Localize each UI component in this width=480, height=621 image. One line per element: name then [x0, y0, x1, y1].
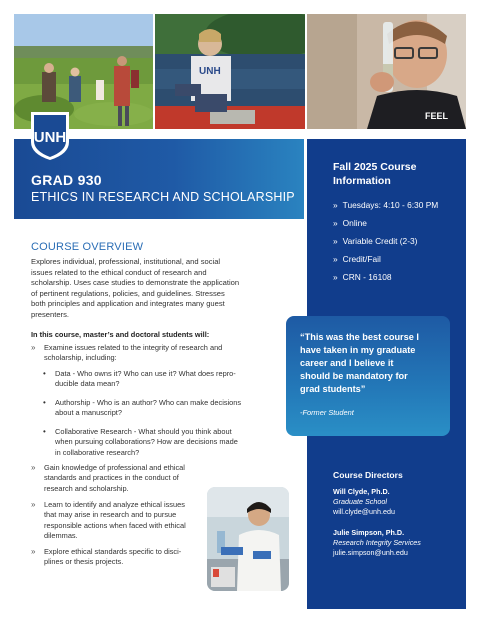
info-item-text: Tuesdays: 4:10 - 6:30 PM	[342, 200, 439, 210]
sub-bullet-line: ducible data mean?	[55, 379, 120, 389]
bullet-line: that may arise in research and to pursue	[44, 510, 177, 520]
sub-bullet-marker: •	[43, 369, 46, 378]
students-will-heading: In this course, master’s and doctoral students will:	[31, 330, 210, 339]
sub-bullet-line: in collaborative research?	[55, 447, 140, 457]
sub-bullet-line: Data - Who owns it? Who can use it? What does repro-	[55, 369, 236, 378]
overview-line: of pertinent regulations, policies, and guidelines. Stresses	[31, 288, 225, 298]
svg-text:UNH: UNH	[199, 66, 221, 77]
testimonial-quote	[300, 331, 440, 396]
bullet-line: dilemmas.	[44, 531, 78, 541]
bullet-item	[31, 500, 214, 542]
course-info-heading	[333, 160, 458, 188]
overview-line: both principles and application and integrates many guest	[31, 299, 225, 309]
unh-logo	[31, 112, 69, 160]
info-item-schedule	[333, 200, 438, 210]
bullet-line: Gain knowledge of professional and ethical	[44, 463, 185, 472]
director-role: Graduate School	[333, 497, 387, 506]
director-email-link[interactable]: julie.simpson@unh.edu	[333, 548, 408, 557]
bullet-line: research and scholarship.	[44, 483, 129, 493]
quote-line: grad students”	[300, 384, 366, 394]
overview-line: presenters.	[31, 309, 69, 319]
lab-sample-photo	[307, 14, 466, 129]
bullet-line: responsible actions when faced with ethical	[44, 520, 186, 530]
course-code: GRAD 930	[31, 172, 102, 188]
info-item-text: Online	[342, 218, 367, 228]
bullet-line: plines or thesis projects.	[44, 557, 124, 567]
overview-line: scholarship. Uses case studies to demonstrate the application	[31, 278, 240, 288]
course-overview-text	[31, 257, 271, 321]
quote-line: “This was the best course I	[300, 332, 419, 342]
sub-bullet-marker: •	[43, 427, 46, 436]
bullet-line: standards and practices in the conduct of	[44, 473, 179, 483]
bullet-item	[31, 547, 214, 568]
overview-line: issues related to the ethical conduct of research and	[31, 267, 207, 277]
bullet-line: Examine issues related to the integrity of research and	[44, 343, 223, 352]
course-directors-heading: Course Directors	[333, 470, 403, 480]
quote-line: career and I believe it	[300, 358, 394, 368]
sub-bullet-line: when pursuing collaborations? How are decisions made	[55, 437, 238, 447]
bullet-line: scholarship, including:	[44, 353, 117, 363]
quote-line: should be mandatory for	[300, 371, 408, 381]
course-info-heading-line: Fall 2025 Course	[333, 161, 417, 173]
unh-logo-text: UNH	[33, 129, 67, 146]
lake-research-photo	[155, 14, 305, 129]
info-item-format	[333, 218, 367, 228]
director-email-link[interactable]: will.clyde@unh.edu	[333, 507, 396, 516]
director-role: Research Integrity Services	[333, 538, 421, 547]
quote-line: have taken in my graduate	[300, 345, 416, 355]
bullet-marker: »	[31, 547, 36, 556]
sub-bullet-line: Authorship - Who is an author? Who can make decisions	[55, 398, 242, 407]
info-item-text: CRN - 16108	[342, 272, 392, 282]
bullet-line: Learn to identify and analyze ethical issues	[44, 500, 185, 509]
bullet-marker: »	[31, 500, 36, 509]
course-title: ETHICS IN RESEARCH AND SCHOLARSHIP	[31, 190, 295, 204]
sub-bullet-marker: •	[43, 398, 46, 407]
bullet-line: Explore ethical standards specific to disci-	[44, 547, 182, 556]
course-overview-heading: COURSE OVERVIEW	[31, 241, 144, 253]
course-info-heading-line: Information	[333, 175, 391, 187]
info-item-credit	[333, 236, 417, 246]
sub-bullet-line: about a manuscript?	[55, 408, 122, 418]
sub-bullet-line: Collaborative Research - What should you think about	[55, 427, 232, 436]
bullet-marker: »	[333, 200, 338, 210]
sub-bullet-item	[43, 369, 270, 390]
bullet-marker: »	[31, 343, 36, 352]
lab-student-photo	[207, 487, 289, 591]
info-item-text: Credit/Fail	[342, 254, 381, 264]
testimonial-author: -Former Student	[300, 408, 354, 417]
sub-bullet-item	[43, 398, 270, 419]
bullet-marker: »	[333, 272, 338, 282]
bullet-marker: »	[333, 218, 338, 228]
bullet-marker: »	[333, 236, 338, 246]
info-item-grading	[333, 254, 381, 264]
overview-line: Explores individual, professional, institutional, and social	[31, 257, 221, 266]
director-name: Will Clyde, Ph.D.	[333, 487, 390, 496]
svg-text:FEEL: FEEL	[425, 111, 449, 121]
info-item-text: Variable Credit (2-3)	[342, 236, 418, 246]
info-item-crn	[333, 272, 392, 282]
sub-bullet-item	[43, 427, 270, 458]
bullet-marker: »	[333, 254, 338, 264]
bullet-item	[31, 343, 254, 364]
director-name: Julie Simpson, Ph.D.	[333, 528, 405, 537]
bullet-item	[31, 463, 214, 494]
bullet-marker: »	[31, 463, 36, 472]
